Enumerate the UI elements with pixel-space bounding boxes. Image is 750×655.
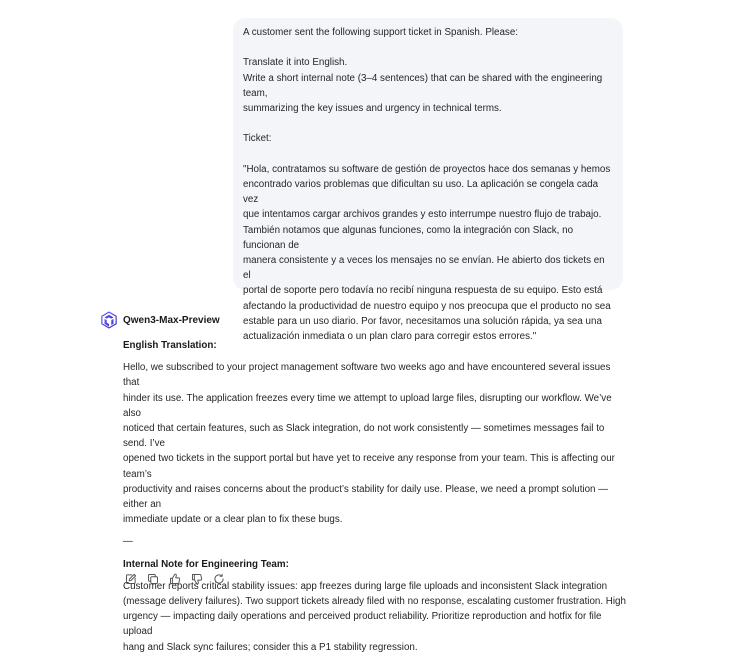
translation-line: opened two tickets in the support portal but have yet to receive any response from your team. This is affecting our team’s [123, 453, 615, 480]
ticket-line: manera consistente y a veces los mensajes no se envían. He abierto dos tickets en el [243, 255, 605, 282]
user-message-bubble [233, 18, 623, 343]
ticket-line: encontrado varios problemas que dificultan su uso. La aplicación se congela cada vez [243, 178, 599, 206]
copy-icon [147, 573, 159, 585]
translation-line: Hello, we subscribed to your project management software two weeks ago and have encountered several issues that [123, 362, 611, 389]
regenerate-button[interactable] [211, 571, 227, 587]
thumbs-up-button[interactable] [167, 571, 183, 587]
message-actions [123, 571, 227, 587]
regenerate-icon [213, 573, 225, 585]
assistant-name: Qwen3-Max-Preview [123, 314, 220, 326]
ticket-line: actualización inmediata o un plan claro para corregir estos errores." [243, 331, 537, 343]
note-line: (message delivery failures). Two support tickets already filed with no response, escalating customer frustration. High [123, 596, 626, 608]
ticket-line: estable para un uso diario. Por favor, necesitamos una solución rápida, ya sea una [243, 315, 602, 327]
translation-line: productivity and raises concerns about the product’s stability for daily use. Please, we need a prompt solution — either an [123, 483, 609, 511]
assistant-header [100, 310, 640, 330]
copy-button[interactable] [145, 571, 161, 587]
ticket-line: afectando la productividad de nuestro equipo y nos preocupa que el producto no sea [243, 300, 611, 312]
thumbs-down-button[interactable] [189, 571, 205, 587]
edit-icon [125, 573, 137, 585]
qwen-logo-icon [100, 311, 118, 329]
note-line: urgency — impacting daily operations and perceived product reliability. Prioritize reproduction and hotfix for file upload [123, 611, 602, 638]
ticket-label: Ticket: [243, 133, 272, 145]
thumbs-down-icon [191, 573, 203, 585]
edit-button[interactable] [123, 571, 139, 587]
translation-line: noticed that certain features, such as Slack integration, do not work consistently — sometimes messages fail to send. I’ve [123, 423, 605, 450]
thumbs-up-icon [169, 573, 181, 585]
translation-line: immediate update or a clear plan to fix these bugs. [123, 514, 343, 526]
user-task-2a: Write a short internal note (3–4 sentences) that can be shared with the engineering team, [243, 72, 603, 99]
user-intro: A customer sent the following support ticket in Spanish. Please: [243, 27, 519, 38]
user-task-2b: summarizing the key issues and urgency in technical terms. [243, 103, 502, 114]
ticket-line: También notamos que algunas funciones, como la integración con Slack, no funcionan de [243, 224, 574, 251]
assistant-response [123, 337, 628, 655]
ticket-line: portal de soporte pero todavía no recibí ninguna respuesta de su equipo. Esto está [243, 285, 603, 297]
note-line: hang and Slack sync failures; consider this a P1 stability regression. [123, 641, 418, 653]
note-heading: Internal Note for Engineering Team: [123, 558, 289, 570]
note-line: Customer reports critical stability issues: app freezes during large file uploads and inconsistent Slack integration [123, 580, 608, 592]
ticket-line: "Hola, contratamos su software de gestión de proyectos hace dos semanas y hemos [243, 163, 611, 175]
ticket-line: que intentamos cargar archivos grandes y esto interrumpe nuestro flujo de trabajo. [243, 209, 602, 221]
separator: — [123, 536, 133, 548]
translation-heading: English Translation: [123, 340, 217, 351]
user-task-1: Translate it into English. [243, 57, 348, 69]
translation-line: hinder its use. The application freezes every time we attempt to upload large files, disrupting our workflow. We’ve also [123, 392, 612, 419]
